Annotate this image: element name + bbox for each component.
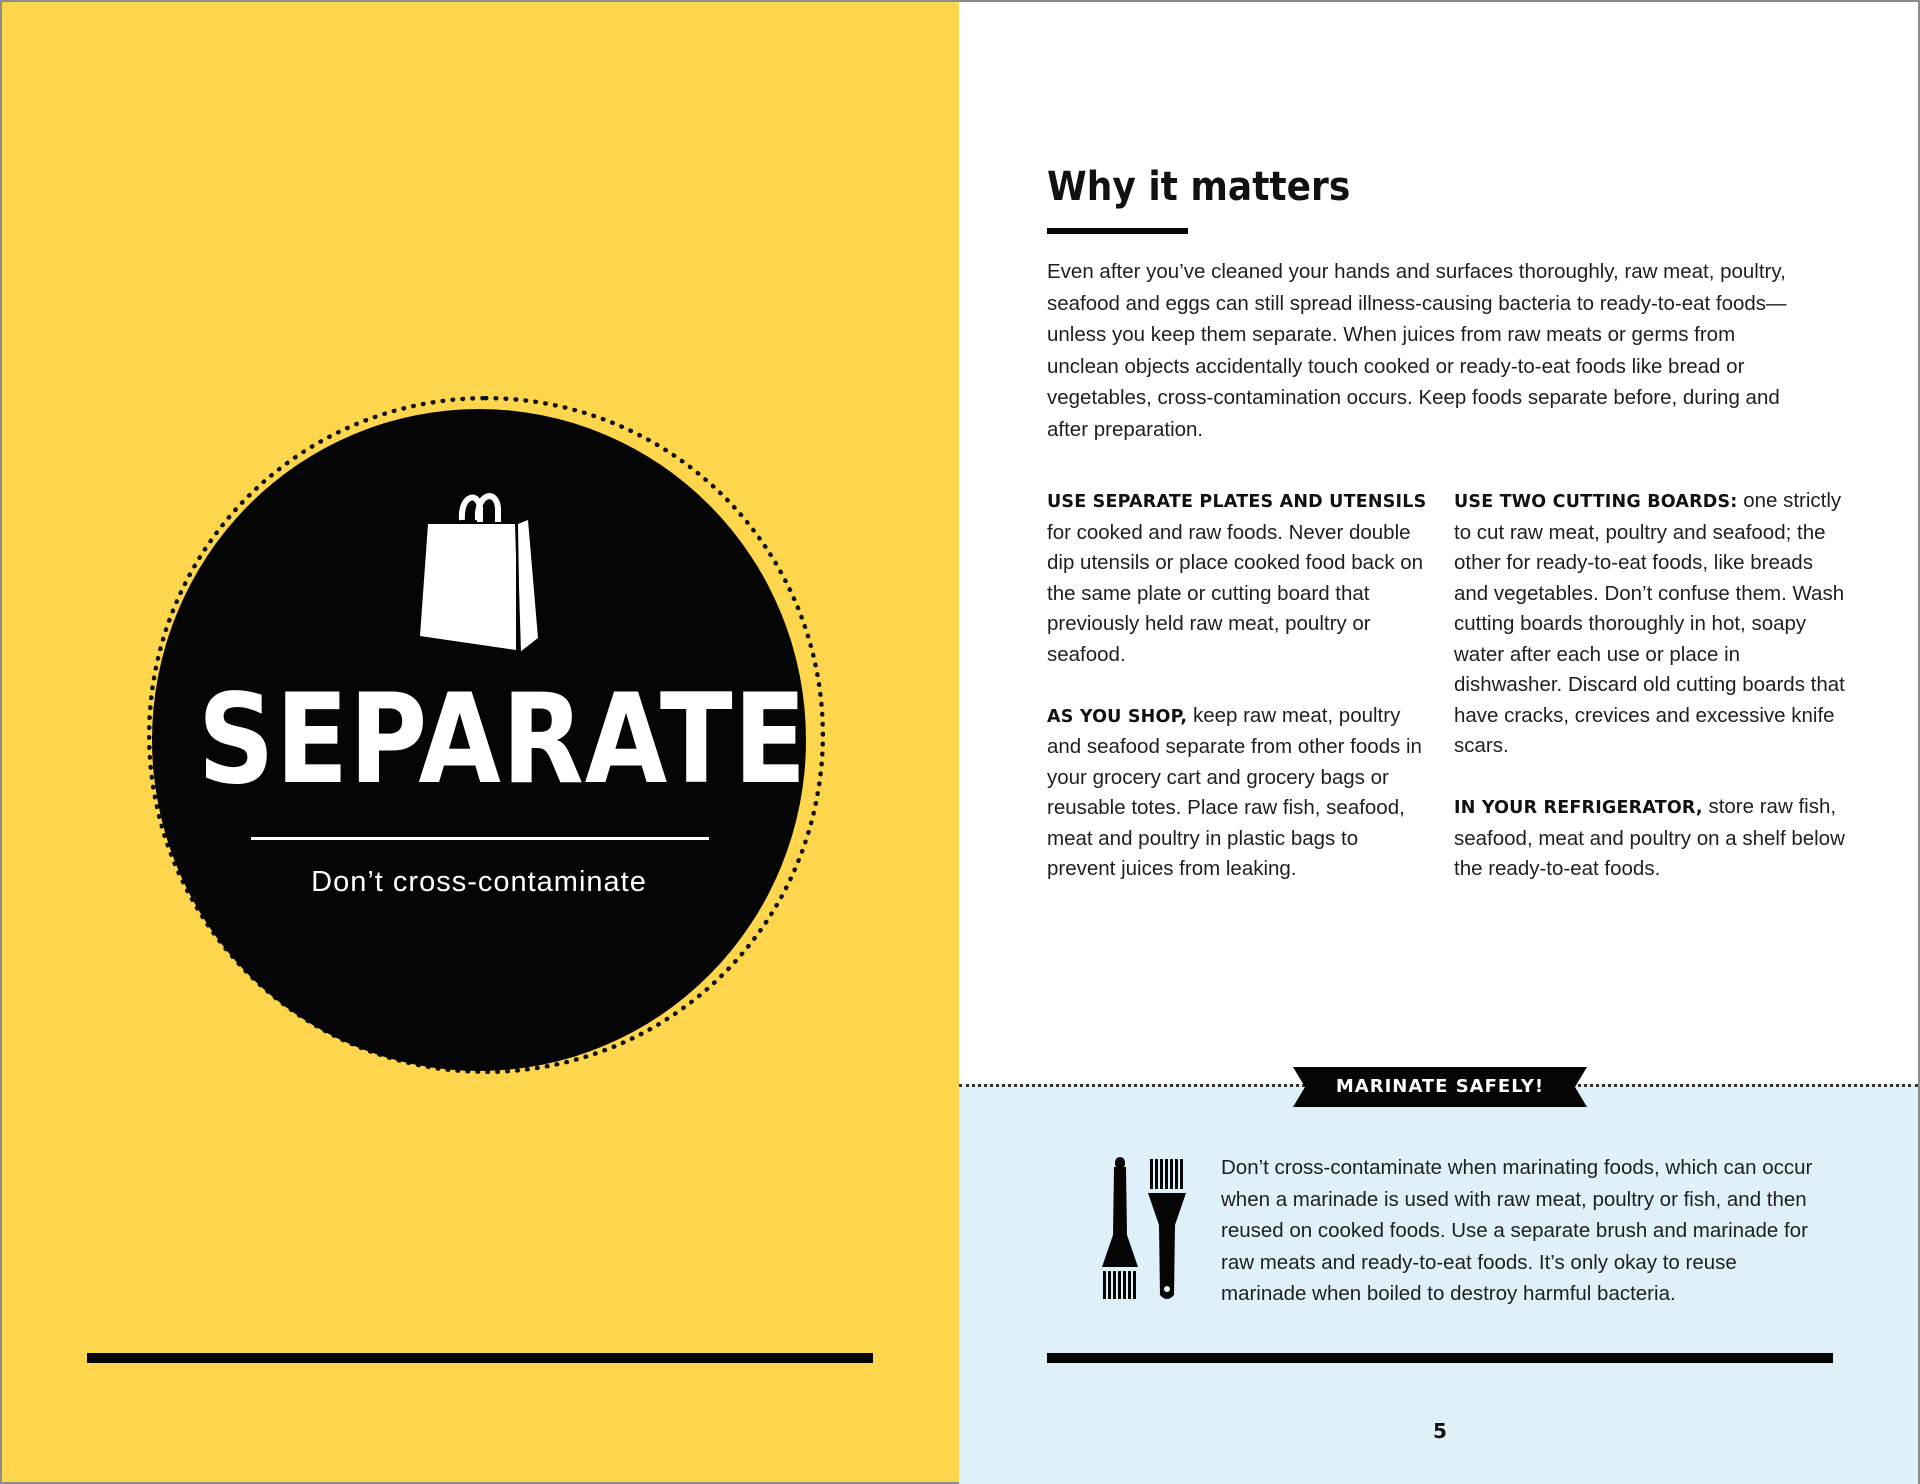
tips-column-right — [1454, 486, 1849, 915]
page-number: 5 — [1433, 1419, 1447, 1443]
badge-subtitle: Don’t cross-contaminate — [311, 866, 647, 898]
marinate-banner — [1293, 1067, 1587, 1107]
tip-paragraph — [1454, 792, 1849, 885]
tips-column-left — [1047, 486, 1432, 915]
intro-paragraph: Even after you’ve cleaned your hands and surfaces thoroughly, raw meat, poultry, seafood and eggs can still spread illness-causing bacteria to ready-to-eat foods—unless you keep them separate. When juices from raw meats or germs from unclean objects accidentally touch cooked or ready-to-eat foods like bread or vegetables, cross-contamination occurs. Keep foods separate before, during and after preparation. — [1047, 260, 1787, 441]
tip-lead: AS YOU SHOP, — [1047, 706, 1188, 727]
tip-paragraph — [1047, 701, 1432, 885]
tip-lead: USE SEPARATE PLATES AND UTENSILS — [1047, 492, 1427, 512]
tip-text: for cooked and raw foods. Never double dip utensils or place cooked food back on the same plate or cutting board that previously held raw meat, poultry or seafood. — [1047, 520, 1424, 666]
marinate-paragraph: Don’t cross-contaminate when marinating foods, which can occur when a marinade is used with raw meat, poultry or fish, and then reused on cooked foods. Use a separate brush and marinade for raw meats and ready-to-eat foods. It’s only okay to reuse marinade when boiled to destroy harmful bacteria. — [1221, 1156, 1813, 1306]
tip-paragraph — [1047, 486, 1432, 670]
tip-text: store raw fish, seafood, meat and poultry on a shelf below the ready-to-eat foods. — [1454, 795, 1845, 880]
section-heading: Why it matters — [1047, 164, 1351, 210]
tip-text: keep raw meat, poultry and seafood separate from other foods in your grocery cart and grocery bags or reusable totes. Place raw fish, seafood, meat and poultry in plastic bags to prevent juices from leaking. — [1047, 703, 1422, 880]
basting-brushes-icon — [1100, 1155, 1190, 1305]
badge-divider — [251, 837, 709, 840]
right-bottom-rule — [1047, 1353, 1833, 1363]
left-bottom-rule — [87, 1353, 873, 1363]
tip-paragraph — [1454, 486, 1849, 762]
shopping-bag-icon — [420, 488, 540, 660]
tip-text: one strictly to cut raw meat, poultry and seafood; the other for ready-to-eat foods, like breads and vegetables. Don’t confuse them. Wash cutting boards thoroughly in hot, soapy water after each use or place in dishwasher. Discard old cutting boards that have cracks, crevices and excessive knife scars. — [1454, 489, 1845, 757]
tip-lead: IN YOUR REFRIGERATOR, — [1454, 798, 1703, 818]
marinate-label: MARINATE SAFELY! — [1335, 1076, 1545, 1097]
badge-title: SEPARATE — [197, 668, 808, 812]
tip-lead: USE TWO CUTTING BOARDS: — [1454, 492, 1738, 512]
heading-underline — [1047, 228, 1188, 234]
